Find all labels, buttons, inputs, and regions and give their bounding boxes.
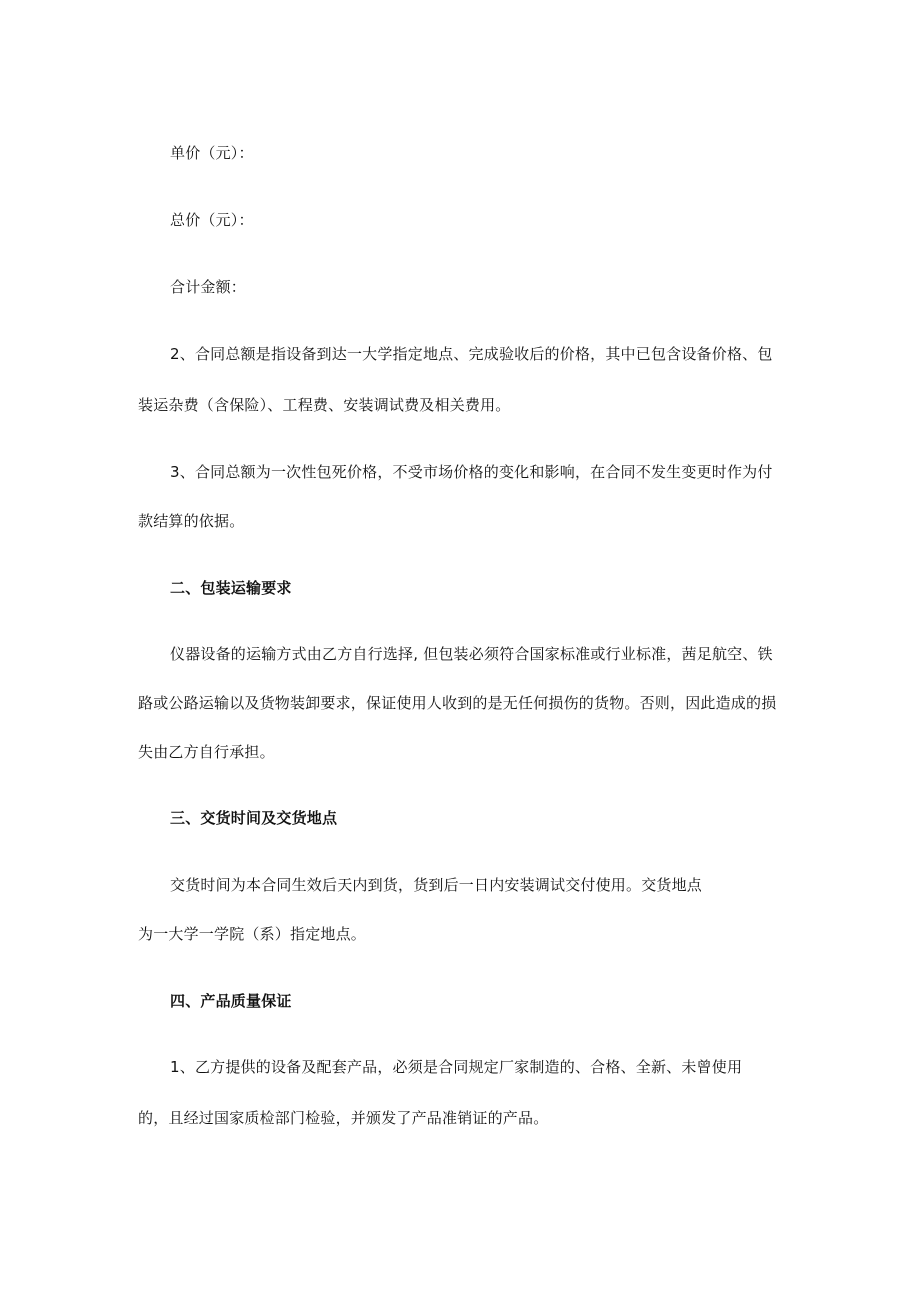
section-2-line-3: 失由乙方自行承担。 [138,743,275,761]
section-2-line-2: 路或公路运输以及货物装卸要求，保证使用人收到的是无任何损伤的货物。否则，因此造成的损 [138,694,777,712]
section-2-line-1: 仪器设备的运输方式由乙方自行选择, 但包装必须符合国家标准或行业标准，茜足航空、铁 [170,645,773,663]
clause-3-line-2: 款结算的依据。 [138,512,245,530]
section-3-line-2: 为一大学一学院（系）指定地点。 [138,925,367,943]
section-3-heading: 三、交货时间及交货地点 [170,809,338,827]
section-3-line-1: 交货时间为本合同生效后天内到货，货到后一日内安装调试交付使用。交货地点 [170,876,703,894]
section-2-heading: 二、包装运输要求 [170,579,292,597]
unit-price-label: 单价（元）： [170,144,254,162]
clause-2-line-2: 装运杂费（含保险）、工程费、安装调试费及相关费用。 [138,396,511,414]
section-4-heading: 四、产品质量保证 [170,992,292,1010]
total-price-label: 总价（元）： [170,211,254,229]
section-4-line-1: 1、乙方提供的设备及配套产品，必须是合同规定厂家制造的、合格、全新、未曾使用 [170,1058,743,1076]
clause-2-line-1: 2、合同总额是指设备到达一大学指定地点、完成验收后的价格，其中已包含设备价格、包 [170,345,773,363]
section-4-line-2: 的，且经过国家质检部门检验，并颁发了产品准销证的产品。 [138,1109,549,1127]
clause-3-line-1: 3、合同总额为一次性包死价格，不受市场价格的变化和影响，在合同不发生变更时作为付 [170,463,773,481]
sum-amount-label: 合计金额： [170,278,247,296]
